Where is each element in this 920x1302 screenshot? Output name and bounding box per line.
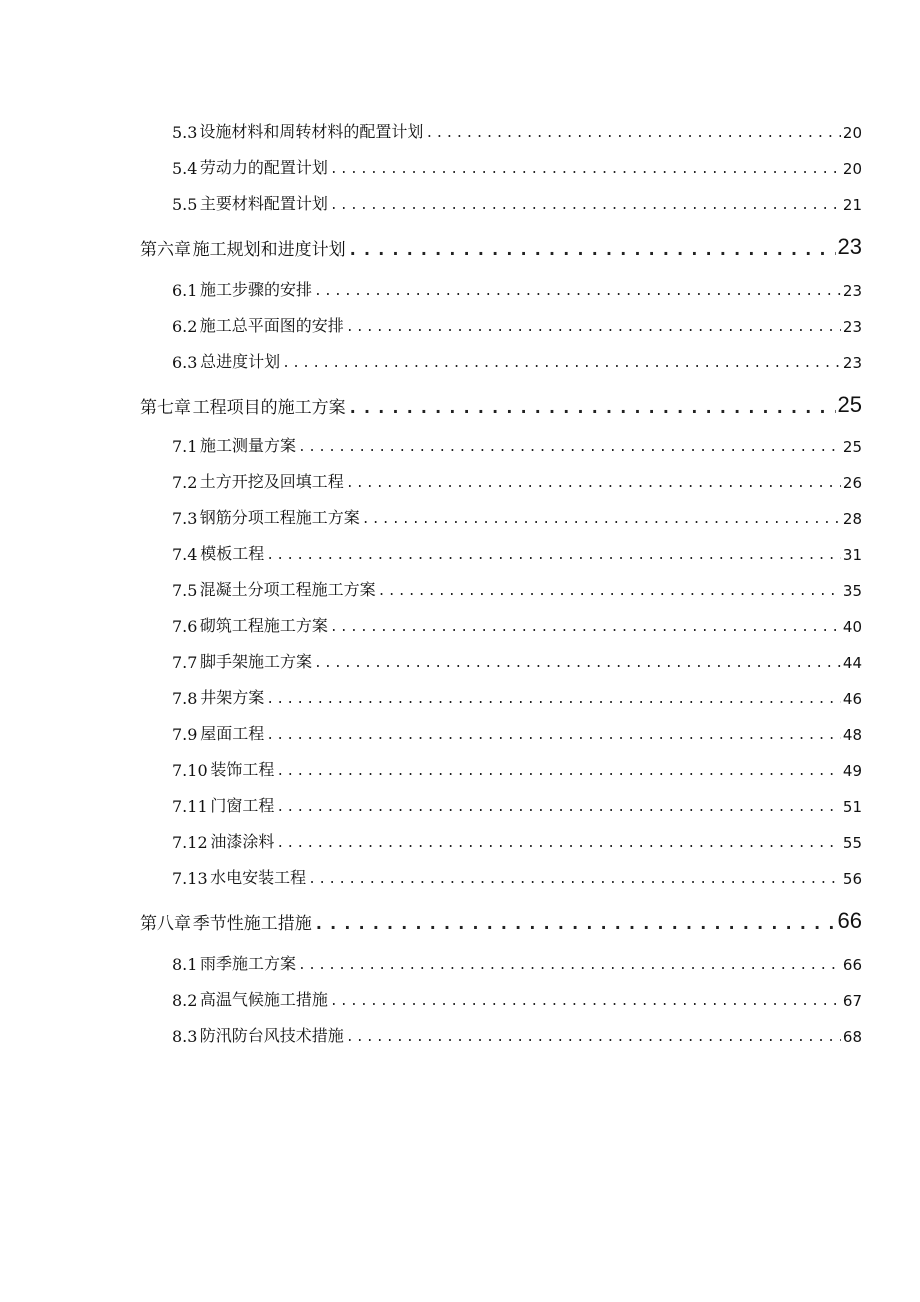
toc-page-number: 66 — [842, 956, 862, 974]
toc-entry-title: 季节性施工措施 — [192, 914, 312, 934]
toc-section-entry[interactable] — [172, 864, 862, 888]
toc-page-number: 26 — [842, 474, 862, 492]
toc-page-number: 23 — [842, 318, 862, 336]
toc-entry-title: 屋面工程 — [200, 724, 265, 743]
toc-dot-leader — [314, 656, 841, 672]
toc-entry-title: 施工步骤的安排 — [199, 280, 312, 299]
toc-dot-leader — [348, 240, 836, 260]
toc-dot-leader — [276, 764, 841, 780]
toc-section-entry[interactable] — [172, 950, 862, 974]
toc-entry-title: 门窗工程 — [210, 796, 275, 815]
toc-entry-title: 防汛防台风技术措施 — [199, 1026, 344, 1045]
toc-entry-number: 7.6 — [172, 617, 198, 636]
toc-entry-title: 模板工程 — [200, 544, 265, 563]
toc-entry-title: 高温气候施工措施 — [199, 990, 328, 1009]
toc-entry-title: 砌筑工程施工方案 — [199, 616, 328, 635]
toc-dot-leader — [346, 1030, 841, 1046]
toc-entry-title: 总进度计划 — [200, 352, 281, 371]
toc-page-number: 48 — [842, 726, 862, 744]
toc-entry-title: 劳动力的配置计划 — [199, 158, 328, 177]
toc-page-number: 25 — [837, 392, 862, 417]
toc-section-entry[interactable] — [172, 612, 862, 636]
toc-section-entry[interactable] — [172, 540, 862, 564]
toc-page-number: 35 — [842, 582, 862, 600]
toc-entry-title: 施工规划和进度计划 — [192, 240, 346, 260]
toc-section-entry[interactable] — [172, 468, 862, 492]
toc-dot-leader — [330, 620, 841, 636]
toc-page-number: 44 — [842, 654, 862, 672]
toc-section-entry[interactable] — [172, 154, 862, 178]
toc-dot-leader — [330, 994, 841, 1010]
toc-dot-leader — [314, 284, 841, 300]
toc-entry-number: 7.11 — [172, 797, 208, 816]
toc-section-entry[interactable] — [172, 118, 862, 142]
toc-section-entry[interactable] — [172, 348, 862, 372]
toc-entry-title: 土方开挖及回填工程 — [199, 472, 344, 491]
toc-section-entry[interactable] — [172, 504, 862, 528]
toc-page-number: 21 — [842, 196, 862, 214]
toc-chapter-entry[interactable] — [140, 906, 862, 934]
toc-entry-number: 6.2 — [172, 317, 198, 336]
toc-section-entry[interactable] — [172, 190, 862, 214]
toc-page-number: 20 — [842, 160, 862, 178]
toc-page-number: 56 — [842, 870, 862, 888]
toc-entry-number: 7.2 — [172, 473, 198, 492]
toc-entry-number: 7.8 — [172, 689, 198, 708]
toc-page-number: 46 — [842, 690, 862, 708]
toc-entry-number: 5.3 — [172, 123, 198, 142]
toc-dot-leader — [266, 548, 841, 564]
toc-dot-leader — [276, 800, 841, 816]
toc-dot-leader — [346, 476, 841, 492]
toc-dot-leader — [266, 692, 841, 708]
toc-entry-number: 8.3 — [172, 1027, 198, 1046]
toc-dot-leader — [362, 512, 841, 528]
toc-page-number: 40 — [842, 618, 862, 636]
toc-page-number: 49 — [842, 762, 862, 780]
toc-page-number: 23 — [842, 354, 862, 372]
toc-entry-number: 7.9 — [172, 725, 198, 744]
toc-section-entry[interactable] — [172, 756, 862, 780]
toc-dot-leader — [348, 398, 836, 418]
toc-entry-title: 施工总平面图的安排 — [199, 316, 344, 335]
toc-section-entry[interactable] — [172, 576, 862, 600]
toc-page-number: 67 — [842, 992, 862, 1010]
toc-page-number: 31 — [842, 546, 862, 564]
toc-page-number: 25 — [842, 438, 862, 456]
toc-entry-number: 7.4 — [172, 545, 198, 564]
toc-section-entry[interactable] — [172, 684, 862, 708]
toc-entry-number: 7.13 — [172, 869, 208, 888]
toc-section-entry[interactable] — [172, 828, 862, 852]
toc-entry-title: 钢筋分项工程施工方案 — [199, 508, 360, 527]
toc-entry-title: 水电安装工程 — [210, 868, 307, 887]
toc-dot-leader — [298, 958, 841, 974]
toc-entry-title: 装饰工程 — [210, 760, 275, 779]
toc-page-number: 23 — [837, 234, 862, 259]
toc-page-number: 68 — [842, 1028, 862, 1046]
toc-entry-title: 设施材料和周转材料的配置计划 — [199, 122, 424, 141]
toc-page-number: 66 — [837, 908, 862, 933]
toc-entry-number: 第七章 — [140, 398, 191, 418]
toc-entry-title: 井架方案 — [200, 688, 265, 707]
toc-chapter-entry[interactable] — [140, 232, 862, 260]
toc-entry-number: 7.3 — [172, 509, 198, 528]
toc-entry-number: 5.4 — [172, 159, 198, 178]
toc-section-entry[interactable] — [172, 432, 862, 456]
toc-dot-leader — [276, 836, 841, 852]
toc-entry-number: 6.1 — [172, 281, 198, 300]
toc-entry-number: 8.2 — [172, 991, 198, 1010]
toc-entry-title: 施工测量方案 — [200, 436, 297, 455]
toc-section-entry[interactable] — [172, 276, 862, 300]
toc-section-entry[interactable] — [172, 792, 862, 816]
toc-entry-number: 7.12 — [172, 833, 208, 852]
toc-dot-leader — [298, 440, 841, 456]
toc-section-entry[interactable] — [172, 986, 862, 1010]
toc-dot-leader — [425, 126, 840, 142]
toc-entry-number: 第六章 — [140, 240, 191, 260]
toc-section-entry[interactable] — [172, 312, 862, 336]
toc-entry-title: 工程项目的施工方案 — [192, 398, 346, 418]
toc-entry-number: 6.3 — [172, 353, 198, 372]
toc-entry-title: 脚手架施工方案 — [199, 652, 312, 671]
toc-dot-leader — [346, 320, 841, 336]
toc-dot-leader — [266, 728, 841, 744]
toc-page-number: 23 — [842, 282, 862, 300]
toc-page-number: 20 — [842, 124, 862, 142]
toc-dot-leader — [378, 584, 841, 600]
toc-entry-title: 雨季施工方案 — [200, 954, 297, 973]
toc-entry-number: 7.1 — [172, 437, 198, 456]
toc-section-entry[interactable] — [172, 648, 862, 672]
toc-entry-number: 7.5 — [172, 581, 198, 600]
toc-entry-number: 7.7 — [172, 653, 198, 672]
toc-dot-leader — [308, 872, 841, 888]
toc-entry-number: 第八章 — [140, 914, 191, 934]
toc-entry-title: 油漆涂料 — [210, 832, 275, 851]
toc-chapter-entry[interactable] — [140, 390, 862, 418]
toc-page-number: 51 — [842, 798, 862, 816]
toc-entry-number: 5.5 — [172, 195, 198, 214]
toc-entry-number: 7.10 — [172, 761, 208, 780]
toc-dot-leader — [314, 914, 836, 934]
toc-page-number: 28 — [842, 510, 862, 528]
toc-entry-number: 8.1 — [172, 955, 198, 974]
toc-section-entry[interactable] — [172, 720, 862, 744]
toc-section-entry[interactable] — [172, 1022, 862, 1046]
toc-dot-leader — [330, 162, 841, 178]
toc-dot-leader — [282, 356, 841, 372]
toc-page-number: 55 — [842, 834, 862, 852]
toc-entry-title: 主要材料配置计划 — [199, 194, 328, 213]
toc-entry-title: 混凝土分项工程施工方案 — [199, 580, 376, 599]
toc-dot-leader — [330, 198, 841, 214]
